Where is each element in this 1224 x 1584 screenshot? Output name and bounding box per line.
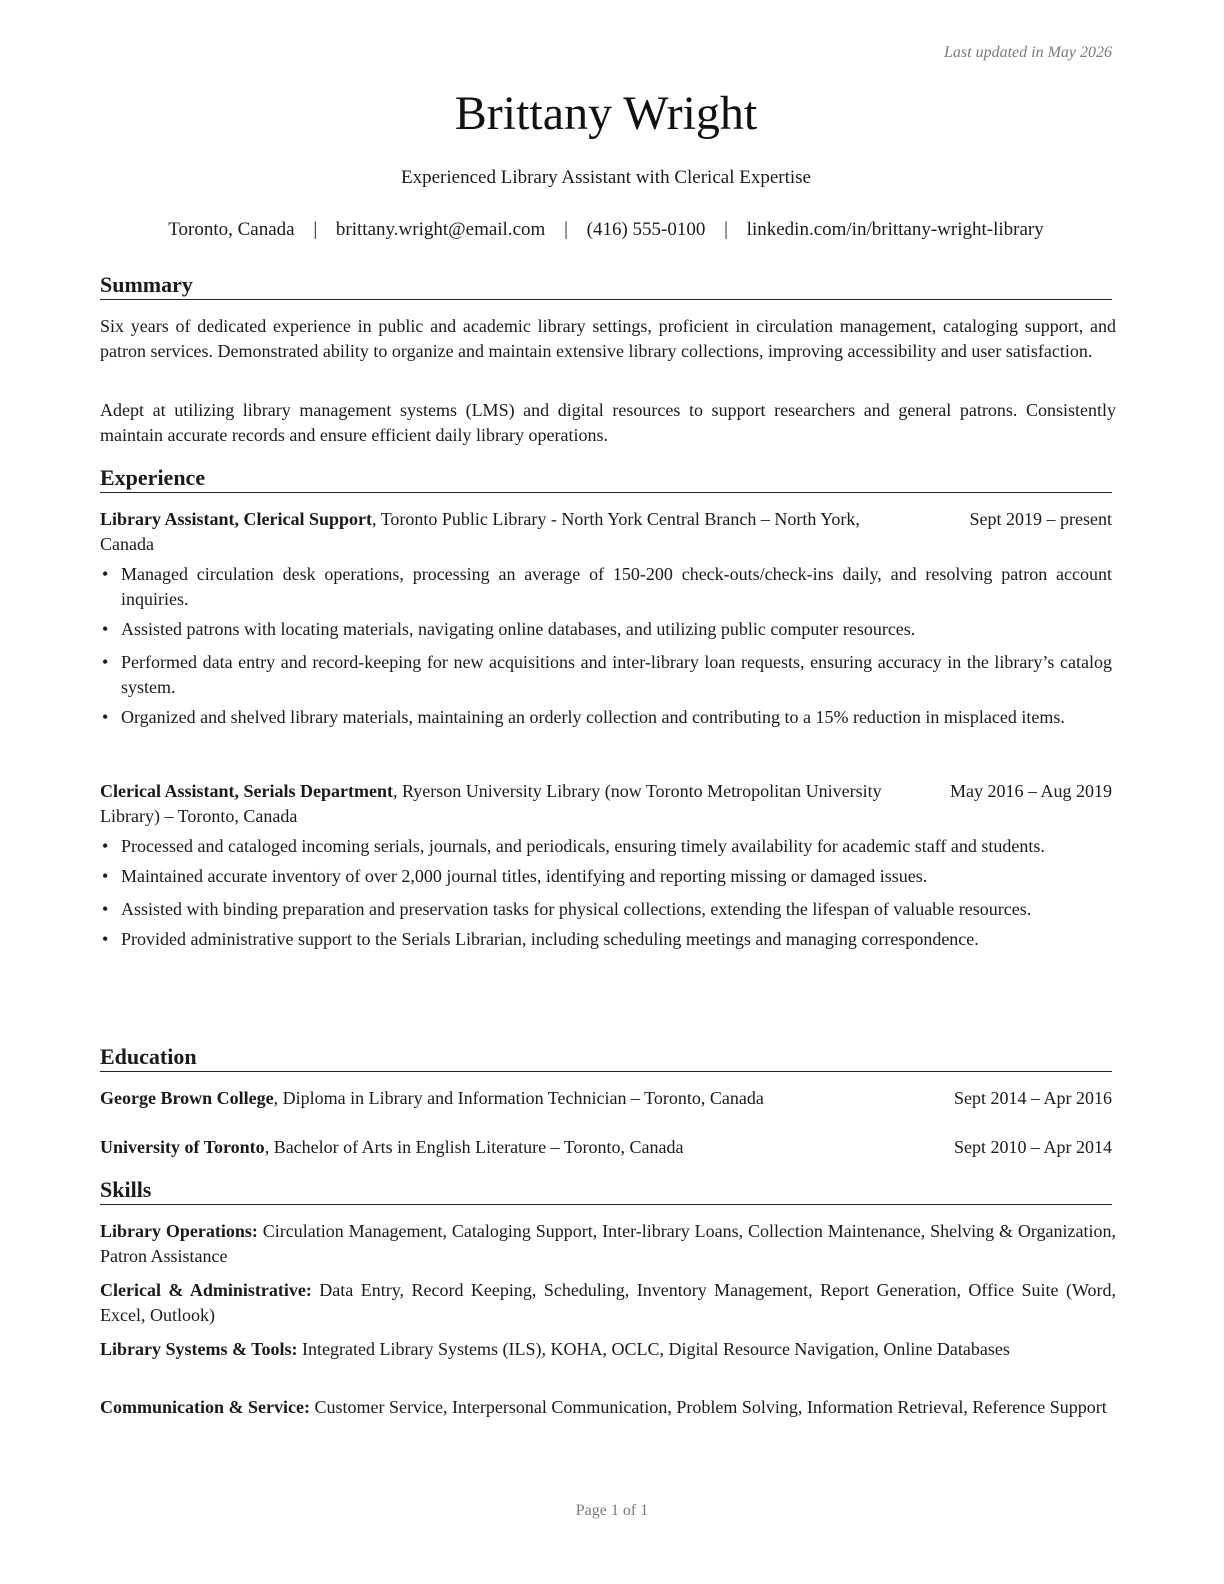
skill-list: Data Entry, Record Keeping, Scheduling, Inventory Management, Report Generation, Office Suite (Word, Excel, Outlook) <box>100 1280 1116 1325</box>
section-title-education: Education <box>100 1044 1112 1072</box>
contact-linkedin[interactable]: linkedin.com/in/brittany-wright-library <box>746 219 1044 240</box>
candidate-name: Brittany Wright <box>454 87 758 140</box>
job-bullet: • Assisted patrons with locating materials, navigating online databases, and utilizing public computer resources. <box>100 617 1112 642</box>
skill-list: Customer Service, Interpersonal Communication, Problem Solving, Information Retrieval, Reference Support <box>309 1397 1107 1417</box>
skill-list: Circulation Management, Cataloging Support, Inter-library Loans, Collection Maintenance, Shelving & Organization, Patron Assistance <box>100 1221 1116 1266</box>
skill-row <box>100 1219 1116 1269</box>
section-title-skills: Skills <box>100 1177 1112 1205</box>
skill-category: Library Systems & Tools: <box>100 1339 298 1359</box>
job-title-line <box>100 507 890 557</box>
job-dates: May 2016 – Aug 2019 <box>950 781 1112 801</box>
job-bullet: • Maintained accurate inventory of over 2,000 journal titles, identifying and reporting missing or damaged issues. <box>100 864 1112 889</box>
education-detail: , Bachelor of Arts in English Literature – Toronto, Canada <box>264 1137 684 1157</box>
contact-separator: | <box>313 219 318 240</box>
education-entry <box>100 1135 1112 1160</box>
education-school: George Brown College <box>100 1088 274 1108</box>
job-bullet: • Provided administrative support to the Serials Librarian, including scheduling meetings and managing correspondence. <box>100 927 1112 952</box>
job-bullet: • Managed circulation desk operations, processing an average of 150-200 check-outs/check-ins daily, and resolving patron account inquiries. <box>100 562 1112 612</box>
contact-location: Toronto, Canada <box>168 219 295 240</box>
skill-row <box>100 1395 1116 1420</box>
job-bullet: • Organized and shelved library materials, maintaining an orderly collection and contributing to a 15% reduction in misplaced items. <box>100 705 1112 730</box>
skill-row <box>100 1278 1116 1328</box>
last-updated-note: Last updated in May 2026 <box>944 44 1112 61</box>
job-bullet: • Performed data entry and record-keeping for new acquisitions and inter-library loan requests, ensuring accuracy in the library’s catalog system. <box>100 650 1112 700</box>
candidate-tagline: Experienced Library Assistant with Clerical Expertise <box>401 167 811 188</box>
job-organization: , Toronto Public Library - North York Central Branch – North York, Canada <box>100 509 860 554</box>
education-detail: , Diploma in Library and Information Technician – Toronto, Canada <box>273 1088 764 1108</box>
skill-category: Communication & Service: <box>100 1397 310 1417</box>
skill-list: Integrated Library Systems (ILS), KOHA, OCLC, Digital Resource Navigation, Online Databases <box>297 1339 1010 1359</box>
job-organization: , Ryerson University Library (now Toronto Metropolitan University Library) – Toronto, Canada <box>100 781 882 826</box>
job-role: Clerical Assistant, Serials Department <box>100 781 393 801</box>
education-school: University of Toronto <box>100 1137 265 1157</box>
job-bullet: • Processed and cataloged incoming serials, journals, and periodicals, ensuring timely availability for academic staff and students. <box>100 834 1112 859</box>
skill-category: Clerical & Administrative: <box>100 1280 312 1300</box>
contact-email[interactable]: brittany.wright@email.com <box>335 219 546 240</box>
job-title-line <box>100 779 890 829</box>
job-bullet: • Assisted with binding preparation and preservation tasks for physical collections, extending the lifespan of valuable resources. <box>100 897 1112 922</box>
section-title-summary: Summary <box>100 272 1112 300</box>
job-role: Library Assistant, Clerical Support <box>100 509 373 529</box>
job-bullet-list <box>100 562 1112 735</box>
page-number: Page 1 of 1 <box>575 1502 649 1519</box>
education-dates: Sept 2014 – Apr 2016 <box>953 1088 1112 1108</box>
job-header <box>100 507 1112 557</box>
skill-row <box>100 1337 1116 1362</box>
contact-line <box>100 219 1112 241</box>
summary-paragraph: Adept at utilizing library management systems (LMS) and digital resources to support researchers and general patrons. Consistently maintain accurate records and ensure efficient daily library operations. <box>100 400 1116 445</box>
education-dates: Sept 2010 – Apr 2014 <box>953 1137 1112 1157</box>
job-dates: Sept 2019 – present <box>969 509 1112 529</box>
job-header <box>100 779 1112 829</box>
contact-phone[interactable]: (416) 555-0100 <box>586 219 706 240</box>
job-bullet-list <box>100 834 1112 957</box>
section-title-experience: Experience <box>100 465 1112 493</box>
education-entry <box>100 1086 1112 1111</box>
skill-category: Library Operations: <box>100 1221 258 1241</box>
contact-separator: | <box>564 219 568 240</box>
summary-paragraph: Six years of dedicated experience in public and academic library settings, proficient in circulation management, cataloging support, and patron services. Demonstrated ability to organize and maintain extensive library collections, improving accessibility and user satisfaction. <box>100 316 1116 361</box>
contact-separator: | <box>724 219 728 240</box>
